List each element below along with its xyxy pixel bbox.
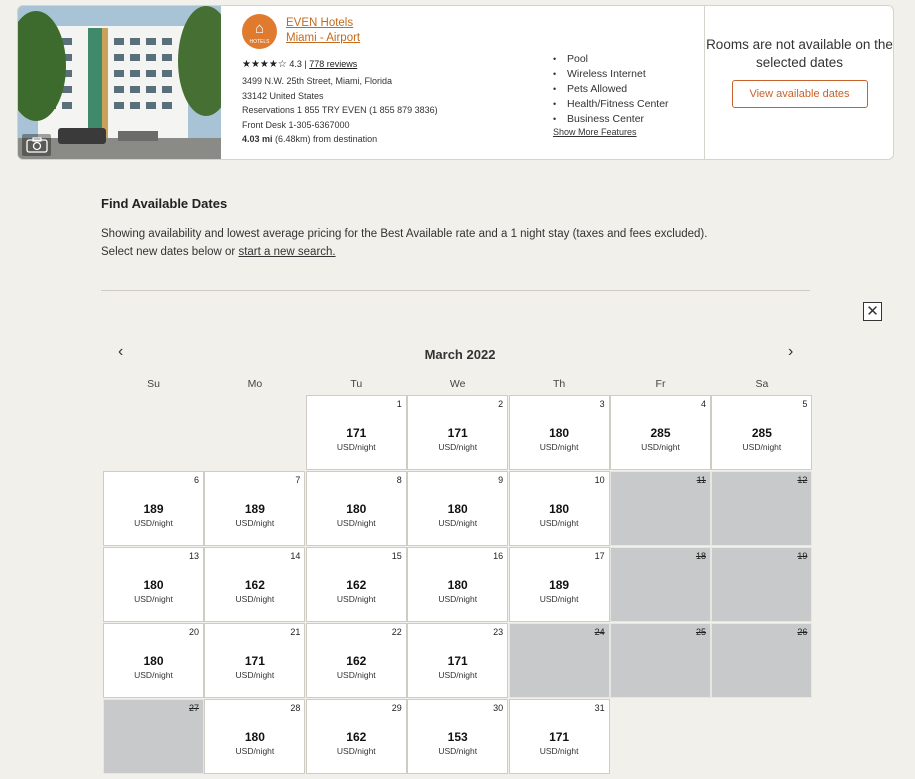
find-dates-description xyxy=(101,225,801,261)
weekday-label: Fr xyxy=(655,378,666,390)
day-number: 6 xyxy=(193,475,199,485)
price-unit: USD/night xyxy=(438,746,478,756)
calendar-day-available[interactable] xyxy=(204,471,305,546)
rating-separator: | xyxy=(304,59,307,69)
month-year: 2022 xyxy=(466,347,496,362)
feature-item: • Business Center xyxy=(567,112,669,127)
calendar-day-available[interactable] xyxy=(610,395,711,470)
brand-logo: ⌂ HOTELS xyxy=(242,14,277,49)
calendar-day-available[interactable] xyxy=(407,623,508,698)
day-number: 8 xyxy=(396,475,402,485)
feature-item: • Pool xyxy=(567,52,669,67)
day-price: 153 xyxy=(447,730,468,744)
day-number: 10 xyxy=(594,475,605,485)
calendar-day-unavailable xyxy=(711,623,812,698)
calendar-day-available[interactable] xyxy=(407,395,508,470)
weekday-label: Th xyxy=(552,378,566,390)
show-more-features-link[interactable]: Show More Features xyxy=(553,127,637,137)
day-number: 29 xyxy=(391,703,402,713)
calendar-day-available[interactable] xyxy=(711,395,812,470)
find-dates-title: Find Available Dates xyxy=(101,196,228,211)
calendar-day-available[interactable] xyxy=(103,547,204,622)
price-unit: USD/night xyxy=(641,442,680,452)
address-line1: 3499 N.W. 25th Street, Miami, Florida xyxy=(242,76,393,86)
price-unit: USD/night xyxy=(134,518,173,528)
day-number: 23 xyxy=(493,627,504,637)
price-unit: USD/night xyxy=(336,518,376,528)
price-unit: USD/night xyxy=(235,746,275,756)
calendar-day-unavailable xyxy=(711,471,812,546)
day-number: 2 xyxy=(498,399,504,409)
front-desk-phone: Front Desk 1-305-6367000 xyxy=(242,119,350,130)
price-unit: USD/night xyxy=(336,594,376,604)
reservations-phone: Reservations 1 855 TRY EVEN (1 855 879 3836) xyxy=(242,105,438,115)
day-number: 22 xyxy=(391,627,402,637)
month-name: March xyxy=(424,347,463,362)
hotel-name-line2[interactable]: Miami - Airport xyxy=(286,32,361,44)
price-unit: USD/night xyxy=(438,670,478,680)
day-number: 18 xyxy=(695,551,706,561)
price-unit: USD/night xyxy=(235,518,275,528)
distance-km: (6.48km) from destination xyxy=(275,134,378,144)
day-number: 25 xyxy=(695,627,706,637)
calendar-day-available[interactable] xyxy=(204,623,305,698)
next-month-button[interactable]: › xyxy=(788,343,794,360)
weekday-label: Mo xyxy=(247,378,263,390)
day-price: 180 xyxy=(549,502,570,516)
rating-value: 4.3 xyxy=(289,59,302,69)
calendar-day-available[interactable] xyxy=(306,471,407,546)
hotel-card xyxy=(17,5,894,160)
hotel-name-line1[interactable]: EVEN Hotels xyxy=(286,17,354,29)
calendar-day-available[interactable] xyxy=(509,471,610,546)
view-available-dates-button[interactable]: View available dates xyxy=(732,80,868,108)
calendar-day-unavailable xyxy=(711,547,812,622)
availability-panel xyxy=(704,6,894,159)
day-price: 171 xyxy=(346,426,367,440)
day-number: 16 xyxy=(493,551,504,561)
day-price: 180 xyxy=(346,502,367,516)
calendar-grid xyxy=(103,395,813,775)
calendar-day-available[interactable] xyxy=(509,699,610,774)
month-title xyxy=(360,347,560,362)
features-list xyxy=(553,52,669,140)
calendar-day-available[interactable] xyxy=(407,699,508,774)
camera-icon xyxy=(26,137,48,153)
price-unit: USD/night xyxy=(134,670,173,680)
price-unit: USD/night xyxy=(539,518,579,528)
weekday-label: Tu xyxy=(350,378,363,390)
price-unit: USD/night xyxy=(539,442,579,452)
calendar-day-available[interactable] xyxy=(103,623,204,698)
day-number: 4 xyxy=(700,399,706,409)
price-unit: USD/night xyxy=(539,746,579,756)
star-rating: ★★★★☆ xyxy=(242,59,287,70)
price-unit: USD/night xyxy=(336,442,376,452)
day-price: 180 xyxy=(143,578,164,592)
calendar-day-unavailable xyxy=(509,623,610,698)
day-number: 9 xyxy=(498,475,504,485)
day-price: 171 xyxy=(549,730,570,744)
price-unit: USD/night xyxy=(438,442,478,452)
day-price: 180 xyxy=(447,578,468,592)
day-price: 180 xyxy=(143,654,164,668)
day-price: 171 xyxy=(447,654,468,668)
divider xyxy=(101,290,810,291)
weekday-label: Sa xyxy=(755,378,769,390)
day-number: 26 xyxy=(797,627,808,637)
day-number: 12 xyxy=(797,475,808,485)
price-unit: USD/night xyxy=(742,442,782,452)
unavailable-message: Rooms are not available on the selected dates xyxy=(706,37,893,70)
day-number: 15 xyxy=(391,551,402,561)
day-price: 180 xyxy=(549,426,570,440)
calendar-day-unavailable xyxy=(610,471,711,546)
day-number: 11 xyxy=(696,475,706,485)
reviews-link[interactable]: 778 reviews xyxy=(309,59,358,69)
day-number: 28 xyxy=(290,703,301,713)
day-price: 162 xyxy=(346,730,367,744)
feature-item: • Pets Allowed xyxy=(567,82,669,97)
day-price: 285 xyxy=(751,426,772,440)
day-number: 21 xyxy=(290,627,301,637)
description-line2: Select new dates below or xyxy=(101,246,236,258)
day-price: 180 xyxy=(447,502,468,516)
price-unit: USD/night xyxy=(438,518,478,528)
camera-button[interactable] xyxy=(22,134,51,156)
feature-item: • Wireless Internet xyxy=(567,67,669,82)
prev-month-button[interactable]: ‹ xyxy=(118,343,124,360)
rating-row xyxy=(242,59,357,70)
weekday-label: We xyxy=(449,378,466,390)
day-price: 189 xyxy=(143,502,164,516)
day-number: 17 xyxy=(594,551,605,561)
calendar-day-unavailable xyxy=(610,623,711,698)
day-price: 285 xyxy=(650,426,671,440)
calendar-day-available[interactable] xyxy=(306,623,407,698)
calendar-day-available[interactable] xyxy=(306,547,407,622)
calendar-day-available[interactable] xyxy=(306,699,407,774)
price-unit: USD/night xyxy=(134,594,173,604)
day-price: 162 xyxy=(244,578,265,592)
weekday-label: Su xyxy=(147,378,160,390)
day-price: 162 xyxy=(346,578,367,592)
day-number: 5 xyxy=(802,399,808,409)
calendar-day-available[interactable] xyxy=(407,547,508,622)
day-price: 171 xyxy=(447,426,468,440)
day-number: 3 xyxy=(599,399,605,409)
day-price: 171 xyxy=(244,654,265,668)
calendar-day-available[interactable] xyxy=(306,395,407,470)
price-unit: USD/night xyxy=(539,594,579,604)
day-number: 31 xyxy=(594,703,605,713)
day-number: 14 xyxy=(290,551,301,561)
distance-miles: 4.03 mi xyxy=(242,134,273,144)
calendar-day-available[interactable] xyxy=(204,547,305,622)
calendar-day-unavailable xyxy=(103,699,204,774)
day-number: 7 xyxy=(295,475,301,485)
description-line1: Showing availability and lowest average pricing for the Best Available rate and a 1 night stay (taxes and fees excluded). xyxy=(101,228,708,240)
price-unit: USD/night xyxy=(336,670,376,680)
price-unit: USD/night xyxy=(235,594,275,604)
calendar-day-available[interactable] xyxy=(103,471,204,546)
calendar-day-available[interactable] xyxy=(407,471,508,546)
calendar-day-unavailable xyxy=(610,547,711,622)
day-price: 189 xyxy=(244,502,265,516)
price-unit: USD/night xyxy=(438,594,478,604)
distance xyxy=(242,132,438,147)
feature-item: • Health/Fitness Center xyxy=(567,97,669,112)
hotel-logo-icon: ⌂ xyxy=(254,20,265,37)
price-unit: USD/night xyxy=(235,670,275,680)
hotel-name[interactable] xyxy=(286,16,360,46)
address-line2: 33142 United States xyxy=(242,90,324,101)
new-search-link[interactable]: start a new search. xyxy=(238,246,336,258)
calendar-day-available[interactable] xyxy=(204,699,305,774)
calendar-day-available[interactable] xyxy=(509,547,610,622)
day-number: 19 xyxy=(797,551,808,561)
close-icon[interactable]: ✕ xyxy=(863,302,882,321)
day-number: 27 xyxy=(188,703,199,713)
hotel-address xyxy=(242,74,438,147)
day-number: 13 xyxy=(188,551,199,561)
day-price: 189 xyxy=(549,578,570,592)
day-number: 1 xyxy=(396,399,402,409)
day-price: 180 xyxy=(244,730,265,744)
day-price: 162 xyxy=(346,654,367,668)
price-unit: USD/night xyxy=(336,746,376,756)
calendar-day-available[interactable] xyxy=(509,395,610,470)
hotel-photo[interactable] xyxy=(18,6,221,159)
day-number: 20 xyxy=(188,627,199,637)
day-number: 30 xyxy=(493,703,504,713)
day-number: 24 xyxy=(594,627,605,637)
